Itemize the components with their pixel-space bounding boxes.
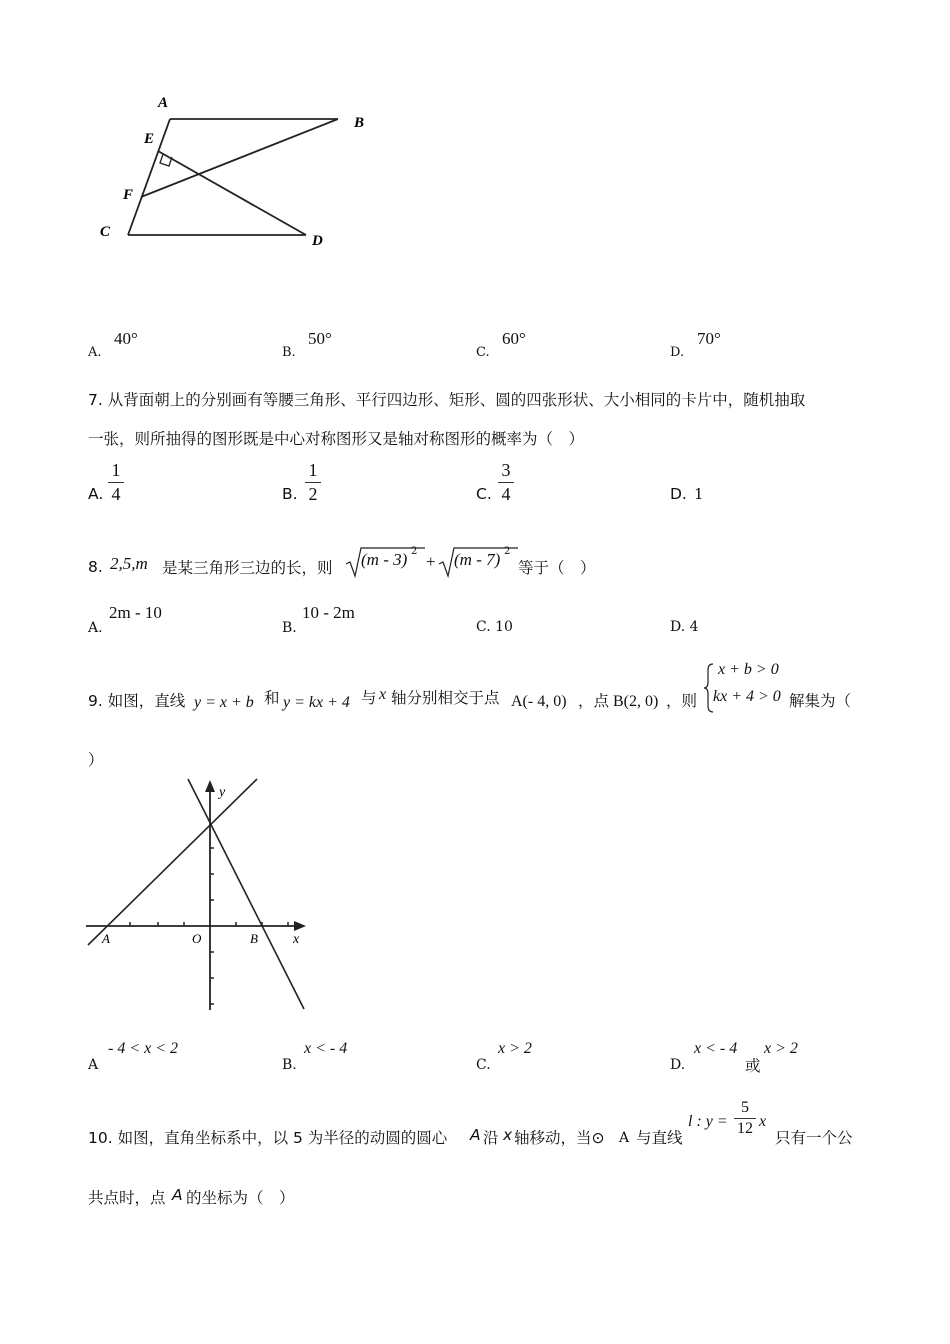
q10-slope-denominator: 12 (737, 1120, 753, 1137)
q10-circle-subscript: A (619, 1130, 630, 1146)
q8-number: 8. (88, 558, 103, 576)
q10-point-a-1: A (470, 1126, 481, 1144)
q9-text-7: 解集为（ (789, 692, 852, 710)
q8-exponent-1: 2 (411, 546, 418, 557)
q6-option-c-value: 60° (502, 329, 526, 348)
q9-option-a-letter: A (88, 1057, 99, 1073)
q10-text-4: 与直线 (636, 1129, 683, 1147)
q8-option-b-letter: B. (282, 620, 297, 636)
q9-point-b: B(2, 0) (613, 693, 659, 710)
q7-option-b-letter: B. (282, 485, 298, 503)
q10-x-variable: x (503, 1126, 513, 1144)
segment-ed (158, 151, 306, 235)
q9-option-d-value-1: x < - 4 (694, 1040, 738, 1057)
q9-option-d-value-2: x > 2 (764, 1040, 798, 1057)
geometry-figure-1 (90, 85, 390, 255)
q9-text-1: 9. 如图，直线 (88, 692, 186, 710)
q9-option-d-or: 或 (745, 1057, 761, 1075)
x-axis-arrow (294, 921, 306, 931)
q9-text-2: 和 (264, 689, 280, 707)
q6-option-b-letter: B. (282, 345, 296, 360)
q7-line-1: 7. 从背面朝上的分别画有等腰三角形、平行四边形、矩形、圆的四张形状、大小相同的卡片中，随机抽取 (88, 391, 806, 409)
q9-equation-1: y = x + b (194, 694, 254, 711)
q7-b-denominator: 2 (308, 484, 318, 504)
q10-text-3: 轴移动，当⊙ (514, 1129, 605, 1147)
coordinate-graph (86, 778, 312, 1013)
q10-point-a-2: A (172, 1186, 183, 1204)
q6-option-a-value: 40° (114, 329, 138, 348)
q8-radicand-2: (m - 7) (454, 550, 501, 569)
q6-option-d-value: 70° (697, 329, 721, 348)
label-e: E (144, 131, 155, 147)
q9-equation-2: y = kx + 4 (283, 694, 350, 711)
q8-option-a-value: 2m - 10 (109, 603, 162, 622)
label-a: A (158, 95, 169, 111)
point-a-label: A (102, 931, 110, 946)
q7-line-2: 一张，则所抽得的图形既是中心对称图形又是轴对称图形的概率为（ ） (88, 430, 585, 448)
q10-line-2-text-a: 共点时，点 (88, 1189, 166, 1207)
q8-variables: 2,5,m (110, 554, 148, 573)
label-f: F (123, 187, 134, 203)
q10-slope-numerator: 5 (741, 1099, 749, 1116)
q7-a-denominator: 4 (111, 484, 121, 504)
q9-option-b-letter: B. (282, 1057, 297, 1073)
q8-plus: + (426, 552, 436, 571)
q8-option-d: D. 4 (670, 619, 699, 635)
q7-option-c-fraction (498, 460, 514, 505)
origin-label: O (192, 931, 202, 946)
y-axis-arrow (205, 780, 215, 792)
q9-text-6: ，则 (666, 692, 698, 710)
q8-option-c: C. 10 (476, 619, 513, 635)
line-y-equals-kx-plus-4 (188, 779, 304, 1009)
q9-option-d-letter: D. (670, 1057, 686, 1073)
q10-line-equation-prefix: l : y = (688, 1113, 728, 1130)
q8-radicand-1: (m - 3) (361, 550, 408, 569)
q8-option-b-value: 10 - 2m (302, 603, 355, 622)
q6-option-c-letter: C. (476, 345, 490, 360)
q10-slope-fraction (734, 1099, 756, 1138)
q7-option-a-fraction (108, 460, 124, 505)
q9-text-4: 轴分别相交于点 (391, 689, 500, 707)
label-d: D (312, 233, 323, 249)
line-y-equals-x-plus-b (88, 779, 257, 945)
q10-text-5: 只有一个公 (775, 1129, 853, 1147)
q7-option-d-value: 1 (694, 485, 704, 503)
q8-exponent-2: 2 (504, 546, 511, 557)
q7-option-a-letter: A. (88, 485, 104, 503)
q7-option-c-letter: C. (476, 485, 492, 503)
q7-b-numerator: 1 (308, 460, 318, 480)
label-c: C (100, 224, 111, 240)
q9-option-c-value: x > 2 (498, 1040, 532, 1057)
q7-option-d-letter: D. (670, 485, 687, 503)
q6-option-a-letter: A. (88, 345, 102, 360)
q6-option-d-letter: D. (670, 345, 685, 360)
q9-system-line-2: kx + 4 > 0 (713, 688, 781, 705)
label-b: B (354, 115, 365, 131)
q7-option-b-fraction (305, 460, 321, 505)
q9-close-paren: ） (88, 751, 104, 769)
q10-text-2: 沿 (483, 1129, 499, 1147)
q6-option-b-value: 50° (308, 329, 332, 348)
point-b-label: B (250, 931, 258, 946)
q9-point-a: A(- 4, 0) (511, 693, 567, 710)
q7-c-denominator: 4 (501, 484, 511, 504)
q9-text-3: 与 (361, 689, 377, 707)
q10-line-equation-x: x (759, 1113, 767, 1130)
q8-text-1: 是某三角形三边的长，则 (162, 559, 333, 577)
y-axis-label: y (219, 785, 226, 800)
q9-x-variable: x (379, 686, 387, 703)
q8-option-a-letter: A. (88, 620, 103, 636)
q10-text-1: 10. 如图，直角坐标系中，以 5 为半径的动圆的圆心 (88, 1129, 448, 1147)
q9-system-line-1: x + b > 0 (718, 661, 779, 678)
q7-a-numerator: 1 (111, 460, 121, 480)
q7-c-numerator: 3 (501, 460, 511, 480)
q10-line-2-text-b: 的坐标为（ ） (186, 1189, 295, 1207)
q9-text-5: ，点 (578, 692, 610, 710)
x-axis-label: x (293, 932, 300, 947)
q9-option-a-value: - 4 < x < 2 (108, 1040, 179, 1057)
q9-option-c-letter: C. (476, 1057, 491, 1073)
q9-option-b-value: x < - 4 (304, 1040, 348, 1057)
q8-text-2: 等于（ ） (518, 559, 596, 577)
